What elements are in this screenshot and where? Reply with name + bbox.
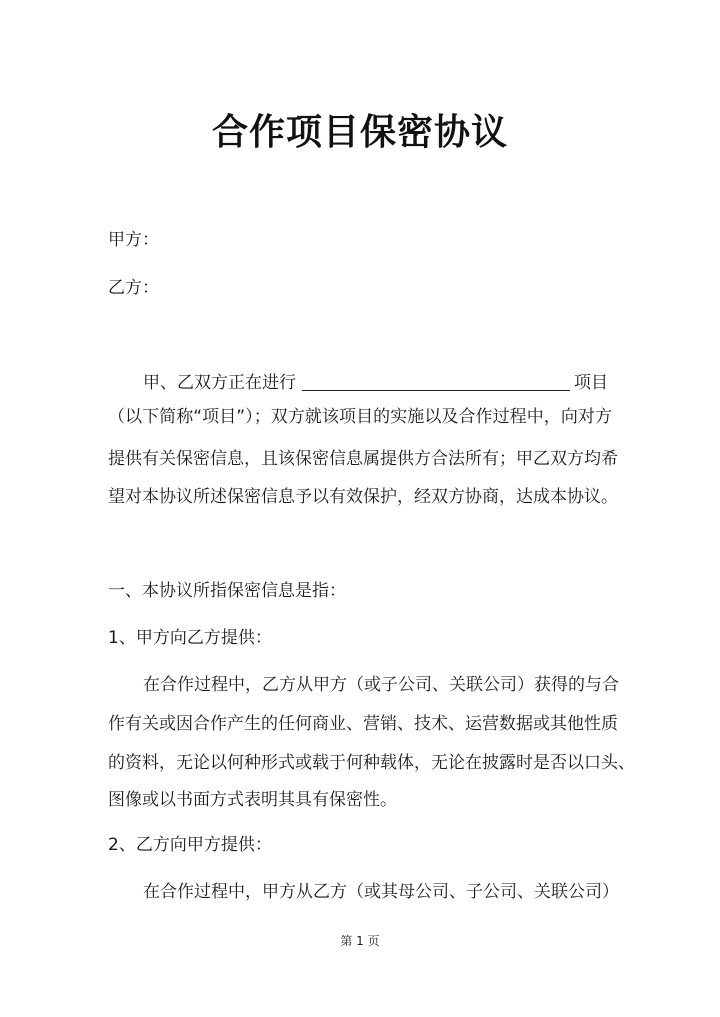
section-1-heading: 一、本协议所指保密信息是指： [108, 581, 346, 601]
item-2-heading: 2、乙方向甲方提供： [108, 835, 272, 855]
preamble-line-1-end: 项目 [574, 373, 608, 393]
preamble-line-4: 望对本协议所述保密信息予以有效保护，经双方协商，达成本协议。 [108, 487, 618, 507]
preamble-line-3: 提供有关保密信息，且该保密信息属提供方合法所有；甲乙双方均希 [108, 449, 618, 469]
party-b-label: 乙方： [108, 278, 159, 298]
preamble-line-1 [143, 372, 608, 394]
party-a-label: 甲方： [108, 230, 159, 250]
preamble-line-1-start: 甲、乙双方正在进行 [143, 373, 296, 393]
document-title: 合作项目保密协议 [211, 112, 508, 153]
item-1-line-2: 作有关或因合作产生的任何商业、营销、技术、运营数据或其他性质 [108, 714, 618, 734]
item-1-line-3: 的资料，无论以何种形式或载于何种载体，无论在披露时是否以口头、 [108, 753, 635, 773]
item-1-line-4: 图像或以书面方式表明其具有保密性。 [108, 790, 397, 810]
item-1-heading: 1、甲方向乙方提供： [108, 628, 272, 648]
page-number: 第 1 页 [340, 934, 380, 948]
item-1-line-1: 在合作过程中，乙方从甲方（或子公司、关联公司）获得的与合 [143, 675, 619, 695]
project-name-blank [302, 372, 570, 391]
item-2-line-1: 在合作过程中，甲方从乙方（或其母公司、子公司、关联公司） [143, 882, 619, 902]
preamble-line-2: （以下简称“项目”）；双方就该项目的实施以及合作过程中，向对方 [108, 407, 612, 427]
